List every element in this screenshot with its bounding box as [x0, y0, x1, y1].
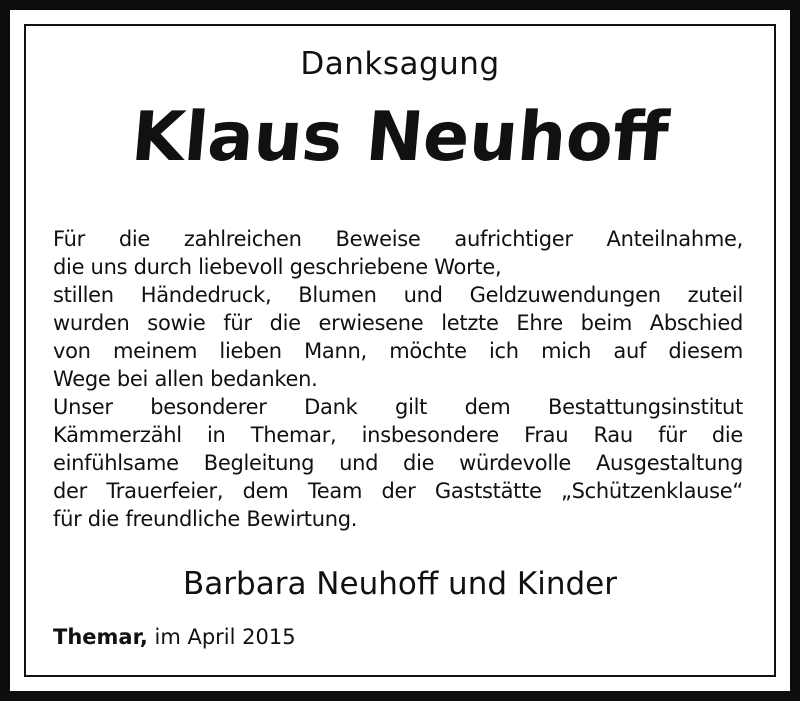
place-date: [53, 625, 296, 649]
body-line: stillen Händedruck, Blumen und Geldzuwendungen zuteil: [53, 283, 743, 307]
date: im April 2015: [154, 625, 296, 649]
body-line: der Trauerfeier, dem Team der Gaststätte „Schützenklause“: [53, 479, 743, 503]
notice-body: [53, 225, 743, 533]
body-line: Wege bei allen bedanken.: [53, 367, 318, 391]
body-line: wurden sowie für die erwiesene letzte Ehre beim Abschied: [53, 311, 743, 335]
body-line: einfühlsame Begleitung und die würdevolle Ausgestaltung: [53, 451, 743, 475]
body-line: Für die zahlreichen Beweise aufrichtiger Anteilnahme,: [53, 227, 743, 251]
signature: Barbara Neuhoff und Kinder: [183, 566, 617, 602]
notice-heading: Danksagung: [300, 46, 500, 82]
body-line: Kämmerzähl in Themar, insbesondere Frau Rau für die: [53, 423, 743, 447]
deceased-name: Klaus Neuhoff: [128, 98, 672, 177]
place: Themar,: [53, 625, 148, 649]
body-line: die uns durch liebevoll geschriebene Worte,: [53, 255, 502, 279]
body-line: für die freundliche Bewirtung.: [53, 507, 358, 531]
body-line: von meinem lieben Mann, möchte ich mich auf diesem: [53, 339, 743, 363]
body-line: Unser besonderer Dank gilt dem Bestattungsinstitut: [53, 395, 743, 419]
